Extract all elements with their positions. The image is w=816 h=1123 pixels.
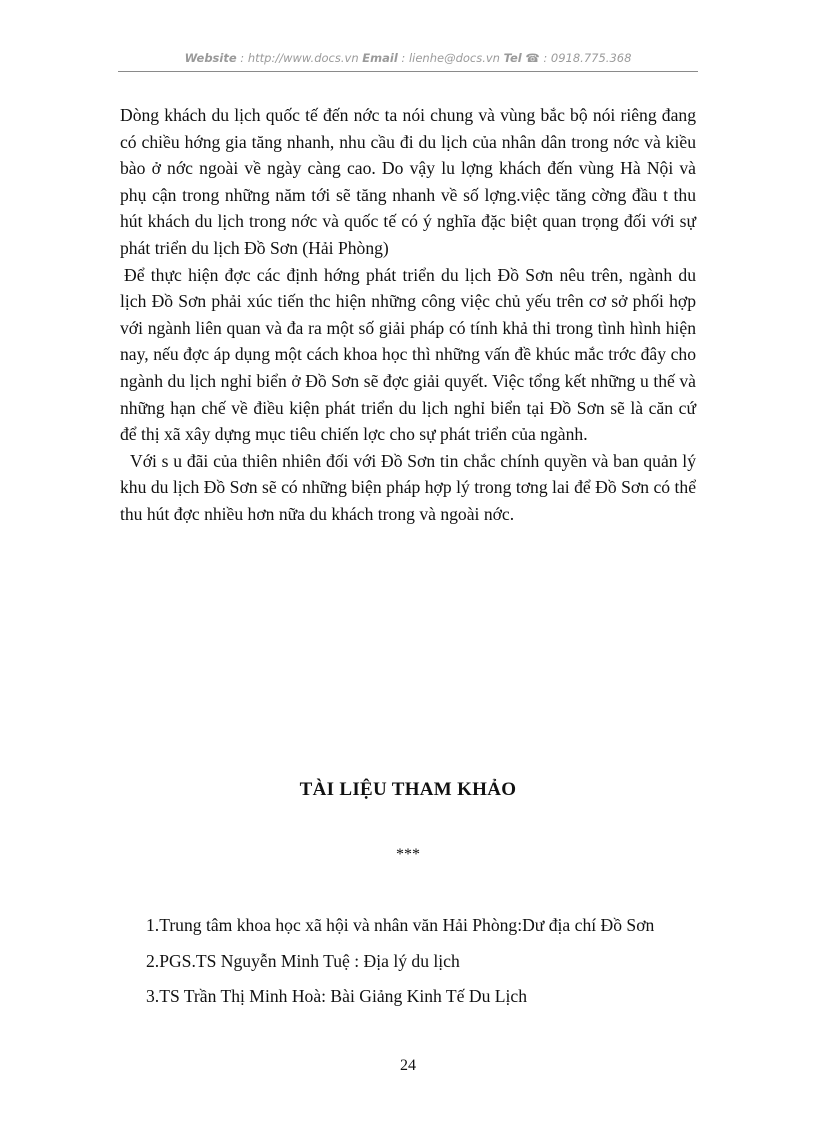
header-separator: : <box>236 51 248 65</box>
reference-item: 3.TS Trần Thị Minh Hoà: Bài Giảng Kinh Tế Du Lịch <box>146 986 528 1006</box>
references-list <box>146 912 746 1019</box>
header-separator: : <box>397 51 409 65</box>
email-label: Email <box>362 51 398 65</box>
email-address[interactable]: lienhe@docs.vn <box>408 51 500 65</box>
page-number: 24 <box>400 1057 416 1074</box>
tel-number: : 0918.775.368 <box>539 51 632 65</box>
header-divider <box>118 71 698 72</box>
paragraph: Để thực hiện đợc các định hớng phát triển du lịch Đồ Sơn nêu trên, ngành du lịch Đồ Sơn phải xúc tiến thc hiện những công việc chủ yếu trên cơ sở phối hợp với ngành liên quan và đa ra một số giải pháp có tính khả thi trong tình hình hiện nay, nếu đợc áp dụng một cách khoa học thì những vấn đề khúc mắc trớc đây cho ngành du lịch nghỉ biển ở Đồ Sơn sẽ đợc giải quyết. Việc tổng kết những u thế và những hạn chế về điều kiện phát triển du lịch nghỉ biển tại Đồ Sơn sẽ là căn cứ để thị xã xây dựng mục tiêu chiến lợc cho sự phát triển của ngành. <box>120 264 696 445</box>
references-separator: *** <box>396 846 420 863</box>
reference-item: 1.Trung tâm khoa học xã hội và nhân văn Hải Phòng:Dư địa chí Đồ Sơn <box>146 915 655 935</box>
phone-icon: ☎ <box>525 51 540 65</box>
references-title: TÀI LIỆU THAM KHẢO <box>299 779 517 800</box>
paragraph: Dòng khách du lịch quốc tế đến nớc ta nói chung và vùng bắc bộ nói riêng đang có chiều hớng gia tăng nhanh, nhu cầu đi du lịch của nhân dân trong nớc và kiều bào ở nớc ngoài về ngày càng cao. Do vậy lu lợng khách đến vùng Hà Nội và phụ cận trong những năm tới sẽ tăng nhanh về số lợng.việc tăng cờng đầu t thu hút khách du lịch trong nớc và quốc tế có ý nghĩa đặc biệt quan trọng đối với sự phát triển du lịch Đồ Sơn (Hải Phòng) <box>120 105 696 258</box>
website-label: Website <box>184 51 237 65</box>
reference-item: 2.PGS.TS Nguyễn Minh Tuệ : Địa lý du lịch <box>146 950 460 971</box>
page-header <box>118 51 698 65</box>
tel-label: Tel <box>503 51 522 65</box>
paragraph: Với s u đãi của thiên nhiên đối với Đồ Sơn tin chắc chính quyền và ban quản lý khu du lịch Đồ Sơn sẽ có những biện pháp hợp lý trong tơng lai để Đồ Sơn có thể thu hút đợc nhiều hơn nữa du khách trong và ngoài nớc. <box>120 450 696 524</box>
body-text <box>120 102 696 528</box>
website-url[interactable]: http://www.docs.vn <box>247 51 359 65</box>
